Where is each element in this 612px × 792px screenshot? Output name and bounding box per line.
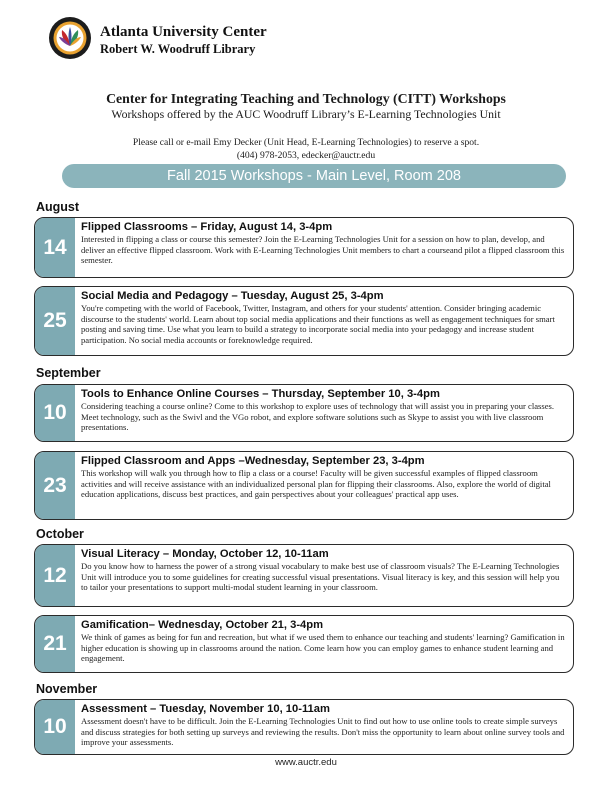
org-subtitle: Robert W. Woodruff Library bbox=[100, 42, 256, 56]
session-banner: Fall 2015 Workshops - Main Level, Room 208 bbox=[62, 164, 566, 188]
workshop-title: Social Media and Pedagogy – Tuesday, August 25, 3-4pm bbox=[81, 290, 384, 302]
workshop-description: You're competing with the world of Facebook, Twitter, Instagram, and others for your students' attention. Consider bringing academic discourse to the students' world. Learn about top social media applications and their functions as well as engagement techniques for smart posting and saving time. Use what you learn to build a strategy to incorporate social media into your pedagogy and increase student participation. No social media accounts or foreknowledge required. bbox=[81, 303, 555, 345]
day-badge: 21 bbox=[35, 616, 75, 672]
workshop-card bbox=[34, 544, 574, 607]
workshop-description: Assessment doesn't have to be difficult. Join the E-Learning Technologies Unit to find out how to use online tools to create simple surveys and discuss strategies for both setting up surveys and reviewing the results. Don't miss the opportunity to learn about online survey tools and improve your assessments. bbox=[81, 716, 565, 748]
workshop-card bbox=[34, 217, 574, 278]
title-block bbox=[0, 90, 612, 122]
day-badge: 10 bbox=[35, 385, 75, 441]
organization-header bbox=[100, 24, 267, 57]
month-heading-august: August bbox=[36, 200, 80, 214]
day-badge: 10 bbox=[35, 700, 75, 754]
month-heading-september: September bbox=[36, 366, 101, 380]
day-badge: 14 bbox=[35, 218, 75, 277]
contact-line-2: (404) 978-2053, edecker@auctr.edu bbox=[236, 149, 376, 161]
workshop-description: Interested in flipping a class or course this semester? Join the E-Learning Technologies Unit for a session on how to plan, develop, and deliver an effective flipped classroom. Work with E-Learning Technologies Unit members to chart a courseand pilot a flipped classroom this semester. bbox=[81, 234, 565, 266]
workshop-description: Do you know how to harness the power of a strong visual vocabulary to make best use of classroom visuals? The E-Learning Technologies Unit will introduce you to some guidelines for creating successful visual presentations. Visual literacy is key, and this session will help you to tailor your presentations to support multi-modal student learning in your classroom. bbox=[81, 561, 560, 593]
workshop-description: We think of games as being for fun and recreation, but what if we used them to enhance our teaching and students' learning? Gamification in higher education is showing up in classrooms around the nation. Come learn how you can employ games to enhance student learning and engagement. bbox=[81, 632, 565, 664]
org-name: Atlanta University Center bbox=[100, 24, 267, 40]
workshop-description: Considering teaching a course online? Come to this workshop to explore uses of technology that will assist you in preparing your classes. Meet technology, such as the Swivl and the VGo robot, and explore software solutions such as Skype to assist you with live classroom presentations. bbox=[81, 401, 555, 433]
workshop-title: Flipped Classrooms – Friday, August 14, 3-4pm bbox=[81, 221, 333, 233]
contact-line-1: Please call or e-mail Emy Decker (Unit Head, E-Learning Technologies) to reserve a spot. bbox=[132, 137, 480, 148]
website-link[interactable]: www.auctr.edu bbox=[275, 757, 337, 768]
workshop-title: Visual Literacy – Monday, October 12, 10-11am bbox=[81, 548, 329, 560]
workshop-title: Assessment – Tuesday, November 10, 10-11am bbox=[81, 703, 330, 715]
contact-info bbox=[0, 137, 612, 162]
page-title: Center for Integrating Teaching and Technology (CITT) Workshops bbox=[106, 91, 506, 106]
workshop-title: Flipped Classroom and Apps –Wednesday, September 23, 3-4pm bbox=[81, 455, 425, 467]
workshop-card bbox=[34, 451, 574, 520]
workshop-card bbox=[34, 286, 574, 356]
workshop-title: Gamification– Wednesday, October 21, 3-4pm bbox=[81, 619, 324, 631]
month-heading-october: October bbox=[36, 527, 84, 541]
day-badge: 12 bbox=[35, 545, 75, 606]
auc-logo bbox=[48, 16, 92, 60]
month-heading-november: November bbox=[36, 682, 98, 696]
workshop-description: This workshop will walk you through how to flip a class or a course! Faculty will be given successful examples of flipped classroom activities and will receive assistance with an individualized personal plan for flipping their classrooms. Also, explore the world of digital education applications, discuss best practices, and gain perspectives about your colleagues' practical app uses. bbox=[81, 468, 551, 500]
page-subtitle: Workshops offered by the AUC Woodruff Library’s E-Learning Technologies Unit bbox=[111, 107, 501, 121]
day-badge: 25 bbox=[35, 287, 75, 355]
workshop-card bbox=[34, 384, 574, 442]
workshop-card bbox=[34, 615, 574, 673]
workshop-card bbox=[34, 699, 574, 755]
workshop-title: Tools to Enhance Online Courses – Thursday, September 10, 3-4pm bbox=[81, 388, 440, 400]
day-badge: 23 bbox=[35, 452, 75, 519]
